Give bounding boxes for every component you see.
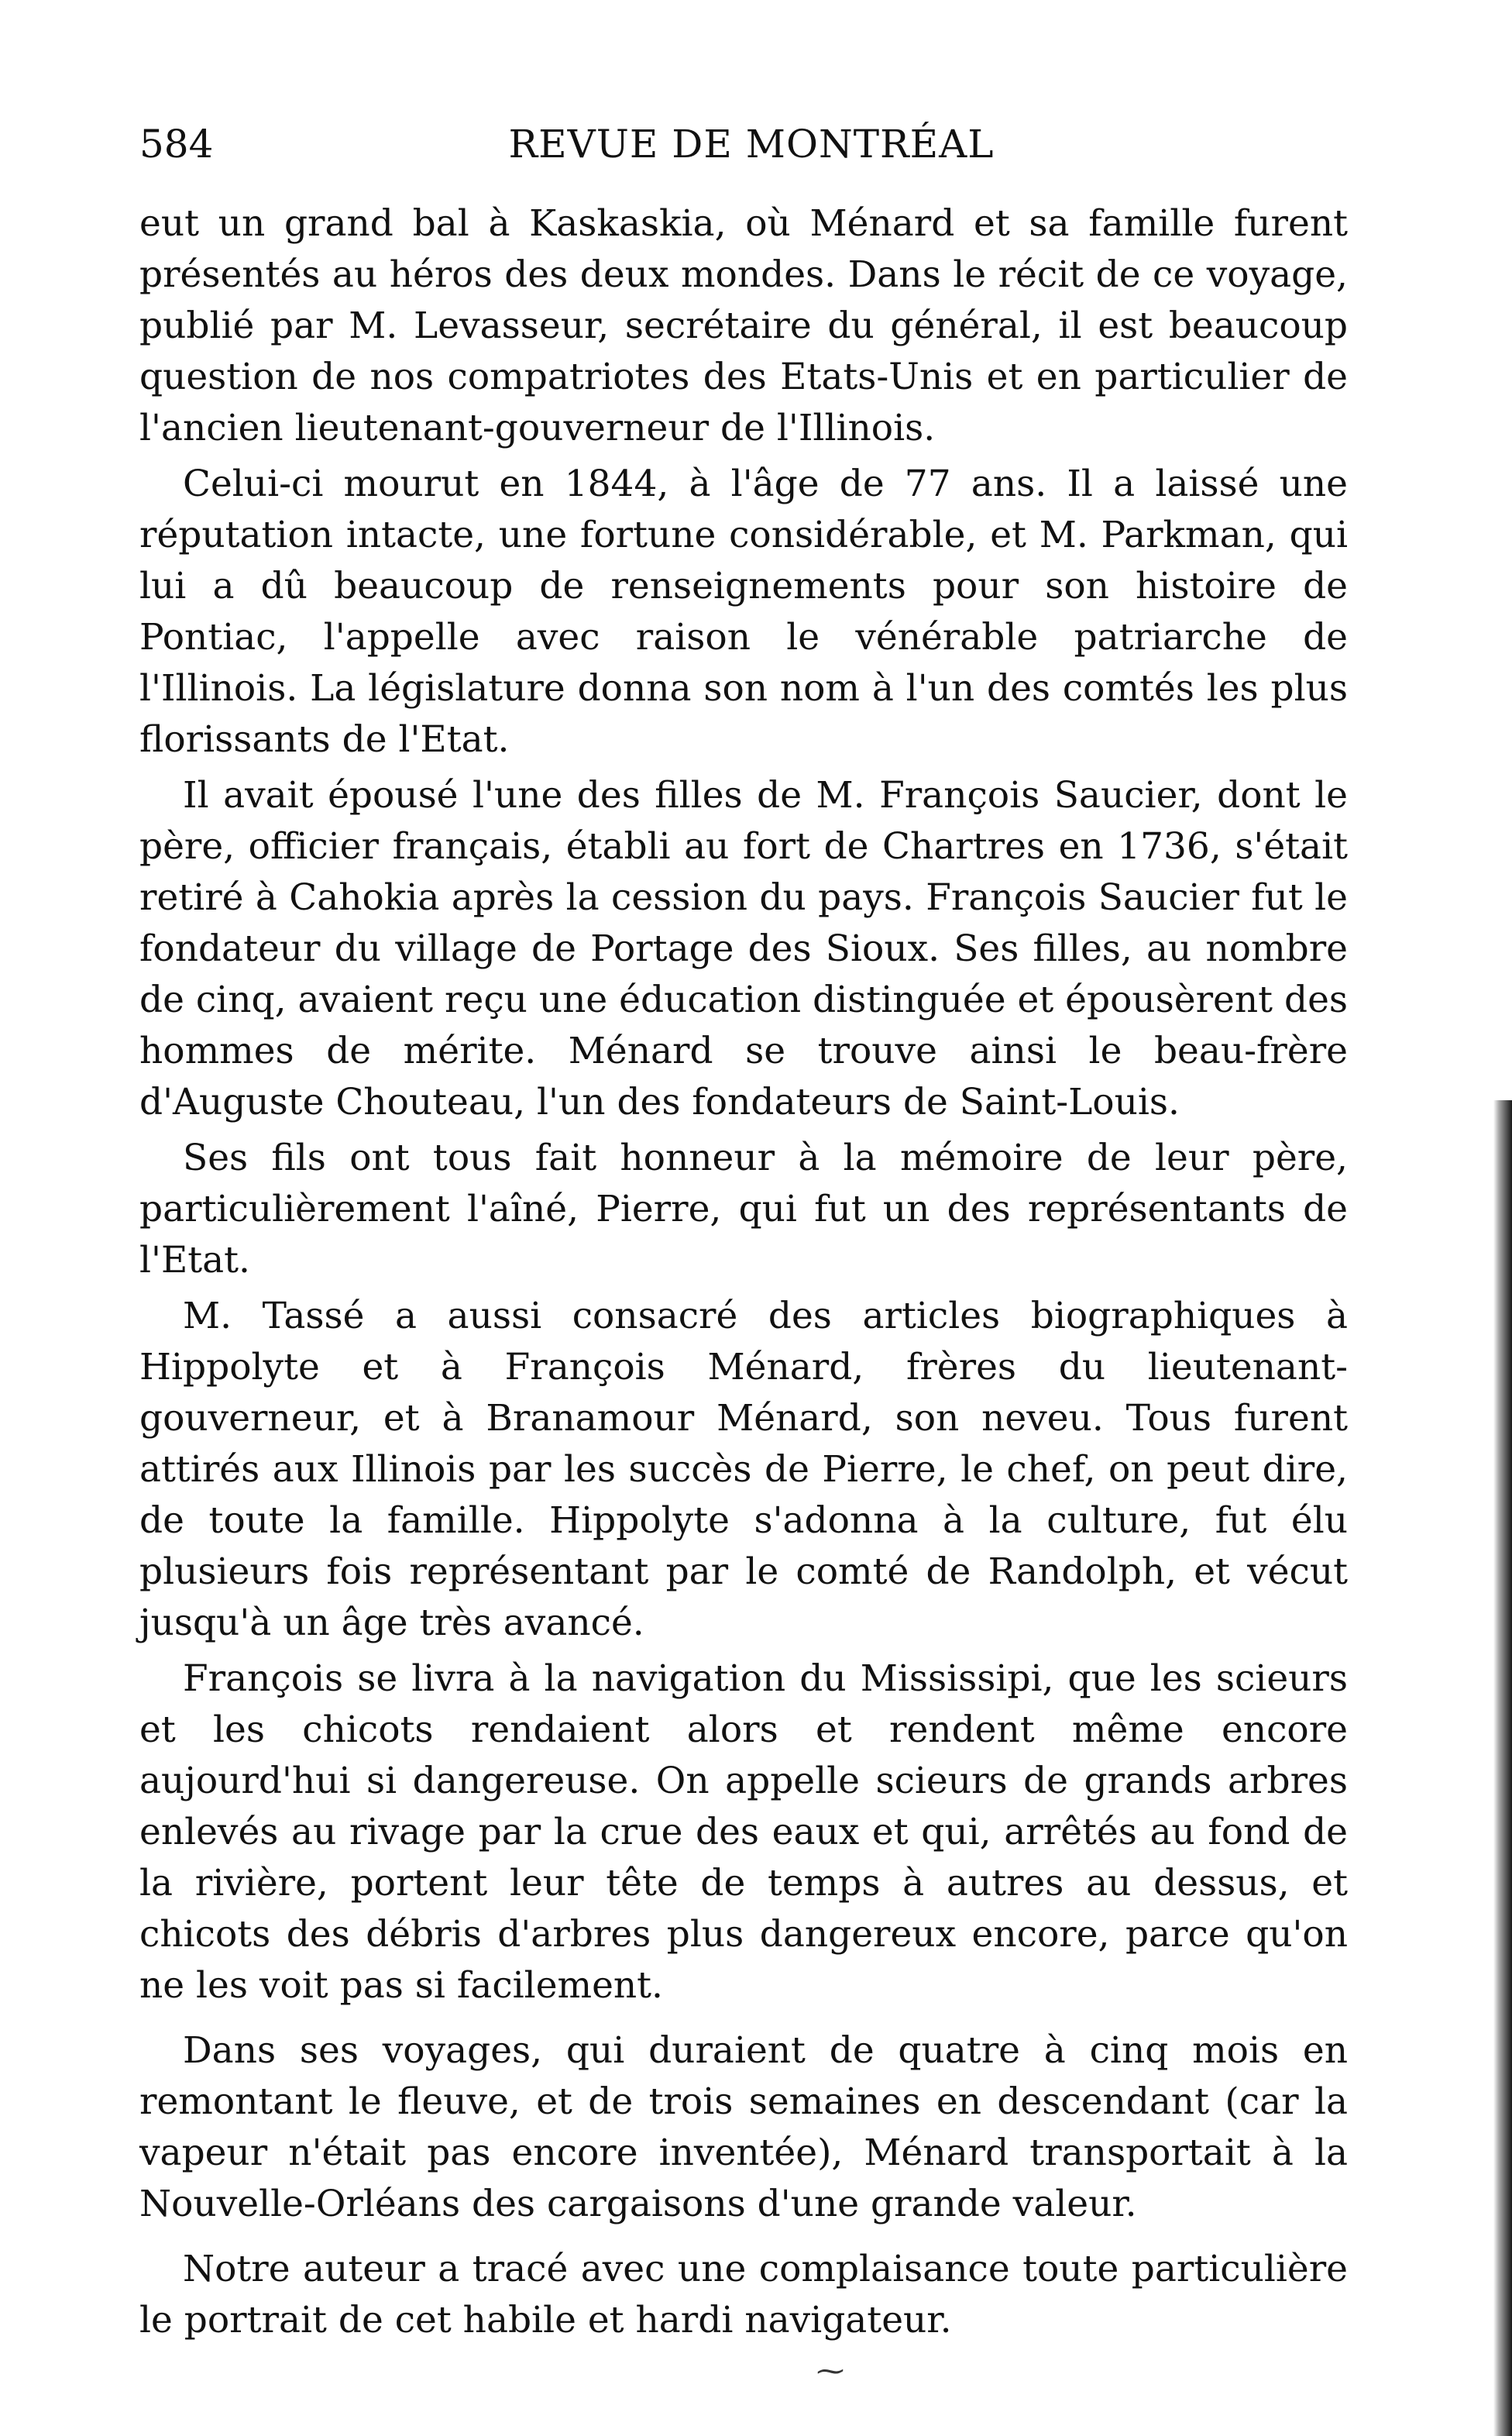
paragraph: Notre auteur a tracé avec une complaisance toute particulière le portrait de cet habile et hardi navigateur. bbox=[139, 2248, 1348, 2341]
page-number: 584 bbox=[139, 122, 214, 167]
body-text bbox=[139, 198, 1348, 2351]
paragraph: Il avait épousé l'une des filles de M. François Saucier, dont le père, officier français, établi au fort de Chartres en 1736, s'était retiré à Cahokia après la cession du pays. François Saucier fut le fondateur du village de Portage des Sioux. Ses filles, au nombre de cinq, avaient reçu une éducation distinguée et épousèrent des hommes de mérite. Ménard se trouve ainsi le beau-frère d'Auguste Chouteau, l'un des fondateurs de Saint-Louis. bbox=[139, 774, 1348, 1123]
paragraph: Ses fils ont tous fait honneur à la mémoire de leur père, particulièrement l'aîné, Pierre, qui fut un des représentants de l'Etat. bbox=[139, 1137, 1348, 1282]
paragraph: eut un grand bal à Kaskaskia, où Ménard et sa famille furent présentés au héros des deux mondes. Dans le récit de ce voyage, publié par M. Levasseur, secrétaire du général, il est beaucoup question de nos compatriotes des Etats-Unis et en particulier de l'ancien lieutenant-gouverneur de l'Illinois. bbox=[139, 202, 1348, 449]
page-header bbox=[139, 116, 1363, 172]
running-title: REVUE DE MONTRÉAL bbox=[508, 122, 995, 167]
printer-mark: ⁓ bbox=[816, 2355, 844, 2387]
paragraph: François se livra à la navigation du Mississipi, que les scieurs et les chicots rendaient alors et rendent même encore aujourd'hui si dangereuse. On appelle scieurs de grands arbres enlevés au rivage par la crue des eaux et qui, arrêtés au fond de la rivière, portent leur tête de temps à autres au dessus, et chicots des débris d'arbres plus dangereux encore, parce qu'on ne les voit pas si facilement. bbox=[139, 1657, 1348, 2007]
paragraph: M. Tassé a aussi consacré des articles biographiques à Hippolyte et à François Ménard, frères du lieutenant-gouverneur, et à Branamour Ménard, son neveu. Tous furent attirés aux Illinois par les succès de Pierre, le chef, on peut dire, de toute la famille. Hippolyte s'adonna à la culture, fut élu plusieurs fois représentant par le comté de Randolph, et vécut jusqu'à un âge très avancé. bbox=[139, 1295, 1348, 1644]
page-edge-shadow bbox=[1493, 1100, 1512, 2436]
paragraph: Dans ses voyages, qui duraient de quatre à cinq mois en remontant le fleuve, et de trois semaines en descendant (car la vapeur n'était pas encore inventée), Ménard transportait à la Nouvelle-Orléans des cargaisons d'une grande valeur. bbox=[139, 2029, 1348, 2225]
paragraph: Celui-ci mourut en 1844, à l'âge de 77 ans. Il a laissé une réputation intacte, une fortune considérable, et M. Parkman, qui lui a dû beaucoup de renseignements pour son histoire de Pontiac, l'appelle avec raison le vénérable patriarche de l'Illinois. La législature donna son nom à l'un des comtés les plus florissants de l'Etat. bbox=[139, 463, 1348, 761]
